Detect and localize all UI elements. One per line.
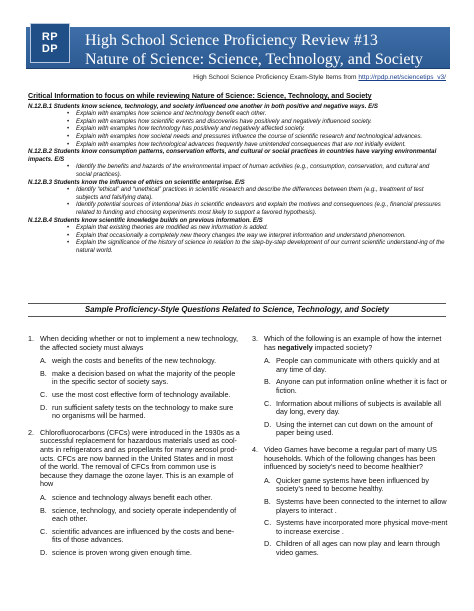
- answer-options: [264, 477, 448, 558]
- option-text: Anyone can put information online whether it is fact or fiction.: [276, 377, 447, 395]
- source-link[interactable]: http://rpdp.net/sciencetips_v3/: [358, 74, 446, 81]
- stem-text: impacted society?: [312, 342, 373, 352]
- source-prefix: High School Science Proficiency Exam-Style Items from: [193, 74, 359, 81]
- answer-option[interactable]: [264, 519, 448, 536]
- standard-bullet: • Explain that existing theories are modified as new information is added.: [76, 224, 446, 232]
- title-line-2: Nature of Science: Science, Technology, and Society: [85, 51, 423, 68]
- answer-options: [40, 494, 240, 558]
- answer-option[interactable]: [40, 391, 240, 400]
- option-text: weigh the costs and benefits of the new technology.: [52, 356, 217, 366]
- answer-option[interactable]: [264, 378, 448, 395]
- stem-emphasis: negatively: [277, 342, 313, 352]
- option-text: Quicker game systems have been influenced by society’s need to become healthy.: [276, 475, 430, 494]
- standard-bullet: • Explain with examples how scientific events and discoveries have positively and negatively influenced society.: [76, 118, 446, 126]
- option-letter: C.: [264, 518, 272, 528]
- question-number: 4.: [252, 444, 258, 454]
- answer-option[interactable]: [40, 370, 240, 387]
- standard-bullet: • Identify the benefits and hazards of the environmental impact of human activities (e.g., consumption, conservation, and cultural and social practices).: [76, 163, 446, 178]
- question-stem: Video Games have become a regular part of many US households. Which of the following changes has been influenced by society’s need to become healthier?: [264, 444, 437, 472]
- standard-statement: N.12.B.3 Students know the influence of ethics on scientific enterprise. E/S: [28, 178, 245, 186]
- question: [28, 429, 240, 558]
- standard-bullet: • Explain with examples how societal needs and pressures influence the course of scientific research and technological advances.: [76, 133, 446, 141]
- answer-option[interactable]: [264, 540, 448, 557]
- question: [252, 446, 448, 558]
- option-text: scientific advances are influenced by the costs and bene-fits of those advances.: [52, 526, 235, 545]
- critical-info: [28, 92, 446, 254]
- critical-info-heading: Critical Information to focus on while reviewing Nature of Science: Science, Technology, and Society: [28, 91, 372, 100]
- standard-bullets: [76, 224, 446, 254]
- option-letter: A.: [264, 356, 271, 366]
- answer-option[interactable]: [264, 498, 448, 515]
- answer-options: [264, 357, 448, 438]
- standard-bullet: • Explain with examples how science and technology benefit each other.: [76, 110, 446, 118]
- standard-bullet: • Explain with examples how technology has positively and negatively affected society.: [76, 125, 446, 133]
- answer-option[interactable]: [40, 549, 240, 558]
- option-text: make a decision based on what the majority of the people in the specific sector of society says.: [52, 368, 236, 387]
- standard-bullet: • Identify potential sources of intentional bias in scientific endeavors and explain the motives and consequences (e.g., financial pressures related to funding and choosing experiments most likely to support a favored hypothesis).: [76, 201, 446, 216]
- question: [252, 335, 448, 438]
- option-letter: B.: [264, 496, 271, 506]
- answer-option[interactable]: [40, 528, 240, 545]
- option-letter: D.: [264, 419, 272, 429]
- option-text: Children of all ages can now play and learn through video games.: [276, 539, 440, 557]
- question-stem: Chlorofluorocarbons (CFCs) were introduced in the 1930s as a successful replacement for hazardous materials used as cool-ants in refrigerators and as propellants for many aerosol prod-ucts. CFCs are now banned in the United States and in most of the world. The removal of CFCs from common use is because they damage the ozone layer. This is an example of how: [40, 427, 240, 489]
- question-number: 2.: [28, 427, 34, 437]
- standard-bullets: [76, 110, 446, 148]
- standard-bullets: [76, 186, 446, 216]
- answer-option[interactable]: [40, 357, 240, 366]
- option-text: Systems have been connected to the internet to allow players to interact .: [276, 496, 447, 515]
- option-text: run sufficient safety tests on the technology to make sure no organisms will be harmed.: [52, 402, 234, 421]
- answer-option[interactable]: [264, 421, 448, 438]
- question-stem: [264, 335, 448, 352]
- page-title: [85, 31, 423, 69]
- sample-questions-heading: Sample Proficiency-Style Questions Related to Science, Technology, and Society: [28, 303, 446, 317]
- option-text: Using the internet can cut down on the amount of paper being used.: [276, 419, 433, 438]
- questions-right-column: [252, 335, 448, 565]
- title-line-1: High School Science Proficiency Review #13: [85, 32, 378, 49]
- stem-text: Which of the following is an example of how the internet has: [264, 334, 442, 352]
- standard-statement: N.12.B.2 Students know consumption patterns, conservation efforts, and cultural or social practices in countries have varying environmental impacts. E/S: [28, 148, 437, 163]
- question-number: 1.: [28, 334, 34, 343]
- question: [28, 335, 240, 421]
- option-letter: B.: [40, 368, 47, 378]
- answer-option[interactable]: [264, 357, 448, 374]
- option-text: science and technology always benefit each other.: [52, 492, 213, 502]
- question-number: 3.: [252, 334, 258, 343]
- option-letter: A.: [264, 475, 271, 485]
- standard-statement: N.12.B.4 Students know scientific knowledge builds on previous information. E/S: [28, 216, 263, 224]
- answer-option[interactable]: [264, 477, 448, 494]
- question-stem: When deciding whether or not to implement a new technology, the affected society must always: [40, 334, 239, 352]
- source-line: [193, 74, 446, 81]
- option-letter: D.: [40, 547, 48, 557]
- standard-bullet: • Explain the significance of the history of science in relation to the step-by-step development of our current scientific understand-ing of the natural world.: [76, 239, 446, 254]
- option-text: use the most cost effective form of technology available.: [52, 389, 231, 399]
- option-text: Systems have incorporated more physical move-ment to increase exercise .: [276, 518, 448, 536]
- questions-left-column: [28, 335, 240, 565]
- option-letter: D.: [40, 402, 48, 412]
- option-text: science, technology, and society operate independently of each other.: [52, 505, 237, 524]
- option-letter: B.: [264, 377, 271, 387]
- option-letter: A.: [40, 356, 47, 366]
- answer-option[interactable]: [40, 507, 240, 524]
- option-letter: A.: [40, 492, 47, 502]
- option-letter: B.: [40, 505, 47, 515]
- rpdp-logo: RP DP: [30, 23, 70, 63]
- answer-option[interactable]: [264, 400, 448, 417]
- standard-statement: N.12.B.1 Students know science, technology, and society influenced one another in both positive and negative ways. E/S: [28, 102, 378, 110]
- standard-bullet: • Identify “ethical” and “unethical” practices in scientific research and describe the differences between them (e.g., treatment of test subjects and falsifying data).: [76, 186, 446, 201]
- standard-bullet: • Explain that occasionally a completely new theory changes the way we interpret information and understand phenomenon.: [76, 232, 446, 240]
- option-text: Information about millions of subjects is available all day long, every day.: [276, 398, 441, 417]
- option-letter: C.: [264, 398, 272, 408]
- option-letter: D.: [264, 539, 272, 549]
- option-letter: C.: [40, 526, 48, 536]
- answer-option[interactable]: [40, 404, 240, 421]
- option-letter: C.: [40, 389, 48, 399]
- option-text: People can communicate with others quickly and at any time of day.: [276, 356, 440, 374]
- option-text: science is proven wrong given enough time.: [52, 547, 192, 557]
- standard-bullet: • Explain with examples how technological advances frequently have unintended consequences that are not initially evident.: [76, 141, 446, 149]
- standard-bullets: [76, 163, 446, 178]
- answer-options: [40, 357, 240, 421]
- standards-list: [28, 103, 446, 255]
- answer-option[interactable]: [40, 494, 240, 503]
